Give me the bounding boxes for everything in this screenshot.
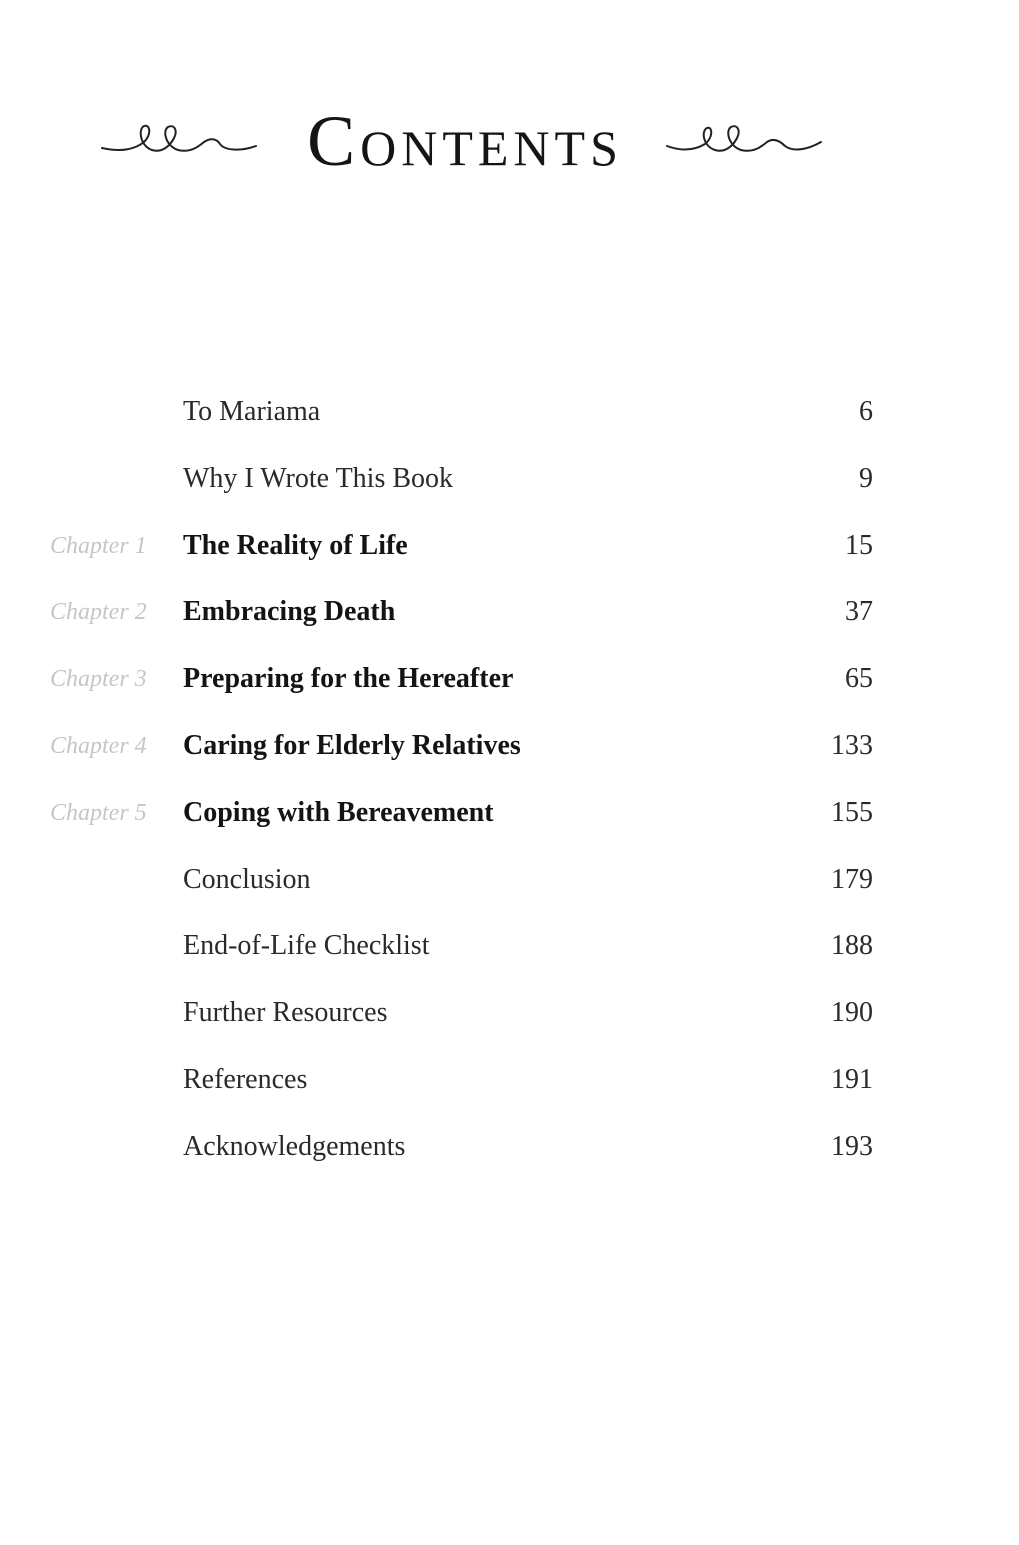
entry-title: Preparing for the Hereafter [183, 663, 514, 695]
toc-entry [0, 1117, 1019, 1184]
page-number: 9 [859, 462, 873, 494]
entry-title: Caring for Elderly Relatives [183, 729, 521, 761]
entry-title: Conclusion [183, 863, 311, 895]
page-number: 155 [831, 796, 873, 828]
chapter-label: Chapter 1 [50, 532, 147, 559]
entry-title: Why I Wrote This Book [183, 462, 454, 494]
entry-title: The Reality of Life [183, 529, 408, 561]
toc-entry [0, 516, 1019, 583]
left-flourish-icon [100, 112, 260, 162]
toc-entry [0, 1050, 1019, 1117]
page-title: Contents [307, 101, 623, 181]
page-number: 133 [831, 729, 873, 761]
entry-title: To Mariama [183, 396, 321, 427]
entry-title: Acknowledgements [183, 1130, 406, 1162]
table-of-contents [0, 382, 1019, 1184]
contents-header [0, 96, 1019, 186]
toc-entry [0, 449, 1019, 516]
entry-title: References [183, 1063, 308, 1095]
entry-title: Embracing Death [183, 596, 396, 628]
page-number: 190 [831, 997, 873, 1029]
toc-entry [0, 382, 1019, 449]
page-number: 191 [831, 1063, 873, 1095]
chapter-label: Chapter 2 [50, 599, 147, 626]
toc-entry [0, 983, 1019, 1050]
chapter-label: Chapter 5 [50, 799, 147, 826]
page-number: 15 [845, 529, 873, 561]
page-number: 37 [845, 596, 873, 628]
chapter-label: Chapter 3 [50, 666, 147, 693]
page-number: 193 [831, 1130, 873, 1162]
page-number: 65 [845, 663, 873, 695]
toc-entry [0, 783, 1019, 850]
entry-title: Further Resources [183, 997, 388, 1029]
toc-entry [0, 582, 1019, 649]
page-number: 6 [859, 396, 873, 427]
page-number: 188 [831, 930, 873, 962]
toc-entry [0, 649, 1019, 716]
toc-entry [0, 916, 1019, 983]
right-flourish-icon [665, 112, 825, 162]
chapter-label: Chapter 4 [50, 732, 147, 759]
toc-entry [0, 716, 1019, 783]
entry-title: End-of-Life Checklist [183, 930, 430, 962]
entry-title: Coping with Bereavement [183, 796, 494, 828]
page-number: 179 [831, 863, 873, 895]
toc-entry [0, 850, 1019, 917]
